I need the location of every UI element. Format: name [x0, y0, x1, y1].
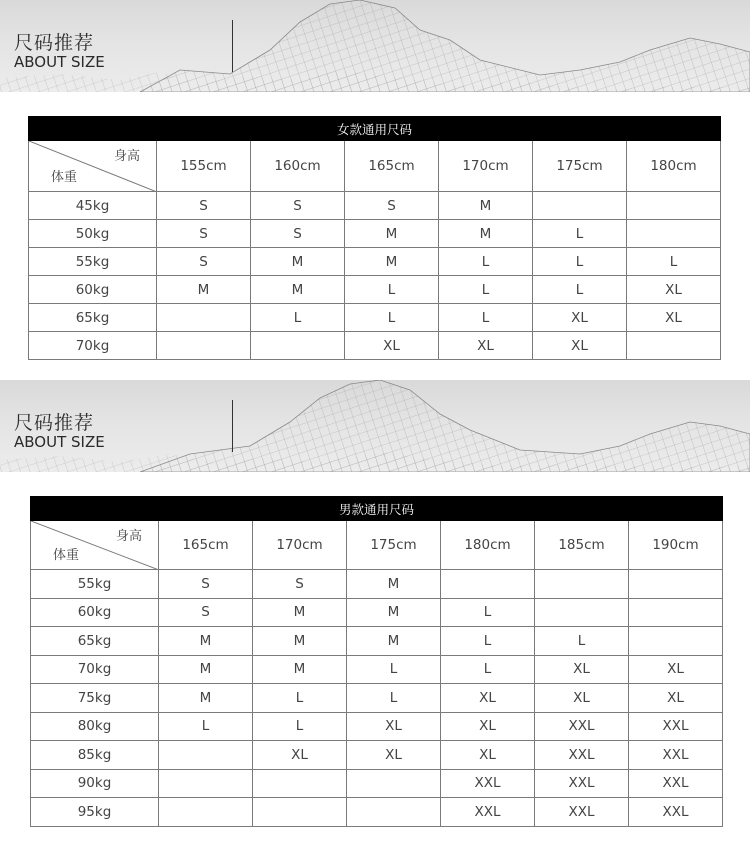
- size-cell: S: [159, 570, 253, 599]
- banner-title-en: ABOUT SIZE: [14, 433, 105, 451]
- corner-header-cell: [29, 141, 157, 192]
- size-cell: [251, 332, 345, 360]
- size-cell: M: [347, 598, 441, 627]
- size-cell: XXL: [535, 769, 629, 798]
- table-row: [31, 598, 723, 627]
- banner-title-cn: 尺码推荐: [14, 32, 95, 54]
- size-cell: S: [345, 192, 439, 220]
- table-row: [29, 192, 721, 220]
- size-cell: XL: [345, 332, 439, 360]
- size-cell: XL: [533, 304, 627, 332]
- table-row: [31, 570, 723, 599]
- size-cell: M: [345, 220, 439, 248]
- weight-axis-label: 体重: [51, 170, 78, 185]
- table-row: [29, 332, 721, 360]
- size-cell: L: [441, 655, 535, 684]
- size-cell: M: [253, 655, 347, 684]
- size-cell: XXL: [629, 741, 723, 770]
- height-header: 165cm: [345, 141, 439, 192]
- about-size-banner: [0, 0, 750, 92]
- size-cell: L: [253, 712, 347, 741]
- weight-cell: 60kg: [31, 598, 159, 627]
- size-cell: [253, 798, 347, 827]
- size-cell: [535, 570, 629, 599]
- mountain-wireframe-graphic: [0, 380, 750, 472]
- table-caption: 女款通用尺码: [29, 117, 721, 141]
- about-size-banner: [0, 380, 750, 472]
- table-caption: 男款通用尺码: [31, 497, 723, 521]
- size-cell: L: [627, 248, 721, 276]
- size-cell: S: [157, 248, 251, 276]
- weight-cell: 65kg: [31, 627, 159, 656]
- size-cell: M: [159, 684, 253, 713]
- size-cell: [629, 627, 723, 656]
- table-row: [31, 712, 723, 741]
- weight-cell: 75kg: [31, 684, 159, 713]
- weight-cell: 65kg: [29, 304, 157, 332]
- size-cell: M: [439, 192, 533, 220]
- size-cell: [157, 304, 251, 332]
- size-cell: M: [159, 627, 253, 656]
- size-cell: L: [159, 712, 253, 741]
- weight-cell: 55kg: [31, 570, 159, 599]
- size-cell: [347, 769, 441, 798]
- size-cell: [627, 220, 721, 248]
- men-size-table: [30, 496, 723, 827]
- height-header: 160cm: [251, 141, 345, 192]
- table-row: [31, 655, 723, 684]
- size-cell: XXL: [535, 798, 629, 827]
- table-row: [31, 684, 723, 713]
- size-cell: XXL: [629, 712, 723, 741]
- size-cell: L: [533, 220, 627, 248]
- size-cell: S: [253, 570, 347, 599]
- size-cell: [347, 798, 441, 827]
- size-cell: XXL: [535, 712, 629, 741]
- size-cell: [629, 598, 723, 627]
- size-cell: XXL: [441, 769, 535, 798]
- table-row: [29, 248, 721, 276]
- weight-cell: 60kg: [29, 276, 157, 304]
- size-cell: L: [347, 655, 441, 684]
- size-cell: XL: [627, 276, 721, 304]
- size-cell: S: [159, 598, 253, 627]
- women-size-table: [28, 116, 721, 360]
- weight-cell: 80kg: [31, 712, 159, 741]
- banner-divider: [232, 20, 233, 72]
- height-header: 190cm: [629, 521, 723, 570]
- table-row: [31, 798, 723, 827]
- size-cell: XXL: [535, 741, 629, 770]
- size-cell: M: [253, 627, 347, 656]
- size-cell: S: [251, 220, 345, 248]
- size-cell: S: [157, 220, 251, 248]
- size-cell: M: [253, 598, 347, 627]
- size-cell: [627, 332, 721, 360]
- height-axis-label: 身高: [115, 529, 142, 544]
- table-row: [31, 769, 723, 798]
- size-cell: XL: [629, 655, 723, 684]
- size-cell: M: [157, 276, 251, 304]
- size-cell: L: [441, 598, 535, 627]
- size-cell: XL: [439, 332, 533, 360]
- size-cell: [629, 570, 723, 599]
- size-cell: XL: [629, 684, 723, 713]
- size-cell: [157, 332, 251, 360]
- size-cell: [159, 769, 253, 798]
- size-cell: L: [251, 304, 345, 332]
- banner-title-cn: 尺码推荐: [14, 412, 95, 434]
- mountain-wireframe-graphic: [0, 0, 750, 92]
- height-header: 175cm: [347, 521, 441, 570]
- height-header: 180cm: [441, 521, 535, 570]
- size-cell: L: [253, 684, 347, 713]
- size-cell: L: [533, 276, 627, 304]
- size-cell: XL: [441, 712, 535, 741]
- size-cell: [159, 798, 253, 827]
- height-header: 185cm: [535, 521, 629, 570]
- corner-header-cell: [31, 521, 159, 570]
- height-header: 175cm: [533, 141, 627, 192]
- size-cell: M: [347, 627, 441, 656]
- height-header: 165cm: [159, 521, 253, 570]
- size-cell: XL: [347, 712, 441, 741]
- size-cell: S: [157, 192, 251, 220]
- size-cell: XL: [347, 741, 441, 770]
- banner-divider: [232, 400, 233, 452]
- size-cell: M: [159, 655, 253, 684]
- size-cell: M: [251, 248, 345, 276]
- weight-cell: 45kg: [29, 192, 157, 220]
- weight-cell: 55kg: [29, 248, 157, 276]
- size-cell: S: [251, 192, 345, 220]
- size-cell: XL: [441, 741, 535, 770]
- size-cell: [253, 769, 347, 798]
- weight-axis-label: 体重: [53, 548, 80, 563]
- size-cell: [533, 192, 627, 220]
- size-cell: L: [439, 248, 533, 276]
- height-header: 180cm: [627, 141, 721, 192]
- size-cell: [159, 741, 253, 770]
- height-header: 170cm: [439, 141, 533, 192]
- size-cell: L: [441, 627, 535, 656]
- size-cell: XL: [535, 684, 629, 713]
- table-row: [29, 276, 721, 304]
- size-cell: L: [535, 627, 629, 656]
- size-cell: XXL: [629, 769, 723, 798]
- size-cell: L: [439, 276, 533, 304]
- banner-title-en: ABOUT SIZE: [14, 53, 105, 71]
- table-row: [29, 304, 721, 332]
- size-cell: XL: [535, 655, 629, 684]
- size-cell: L: [347, 684, 441, 713]
- table-row: [31, 627, 723, 656]
- size-cell: XL: [253, 741, 347, 770]
- weight-cell: 70kg: [31, 655, 159, 684]
- table-row: [29, 220, 721, 248]
- size-cell: [627, 192, 721, 220]
- height-axis-label: 身高: [113, 149, 140, 164]
- size-cell: XL: [533, 332, 627, 360]
- size-cell: M: [347, 570, 441, 599]
- size-cell: L: [439, 304, 533, 332]
- height-header: 155cm: [157, 141, 251, 192]
- height-header: 170cm: [253, 521, 347, 570]
- weight-cell: 70kg: [29, 332, 157, 360]
- weight-cell: 95kg: [31, 798, 159, 827]
- size-cell: L: [345, 304, 439, 332]
- size-cell: [441, 570, 535, 599]
- size-cell: [535, 598, 629, 627]
- weight-cell: 50kg: [29, 220, 157, 248]
- weight-cell: 90kg: [31, 769, 159, 798]
- size-cell: L: [345, 276, 439, 304]
- size-cell: XXL: [441, 798, 535, 827]
- size-cell: XXL: [629, 798, 723, 827]
- size-cell: L: [533, 248, 627, 276]
- size-cell: M: [251, 276, 345, 304]
- table-row: [31, 741, 723, 770]
- size-cell: XL: [627, 304, 721, 332]
- weight-cell: 85kg: [31, 741, 159, 770]
- size-cell: M: [439, 220, 533, 248]
- size-cell: XL: [441, 684, 535, 713]
- size-cell: M: [345, 248, 439, 276]
